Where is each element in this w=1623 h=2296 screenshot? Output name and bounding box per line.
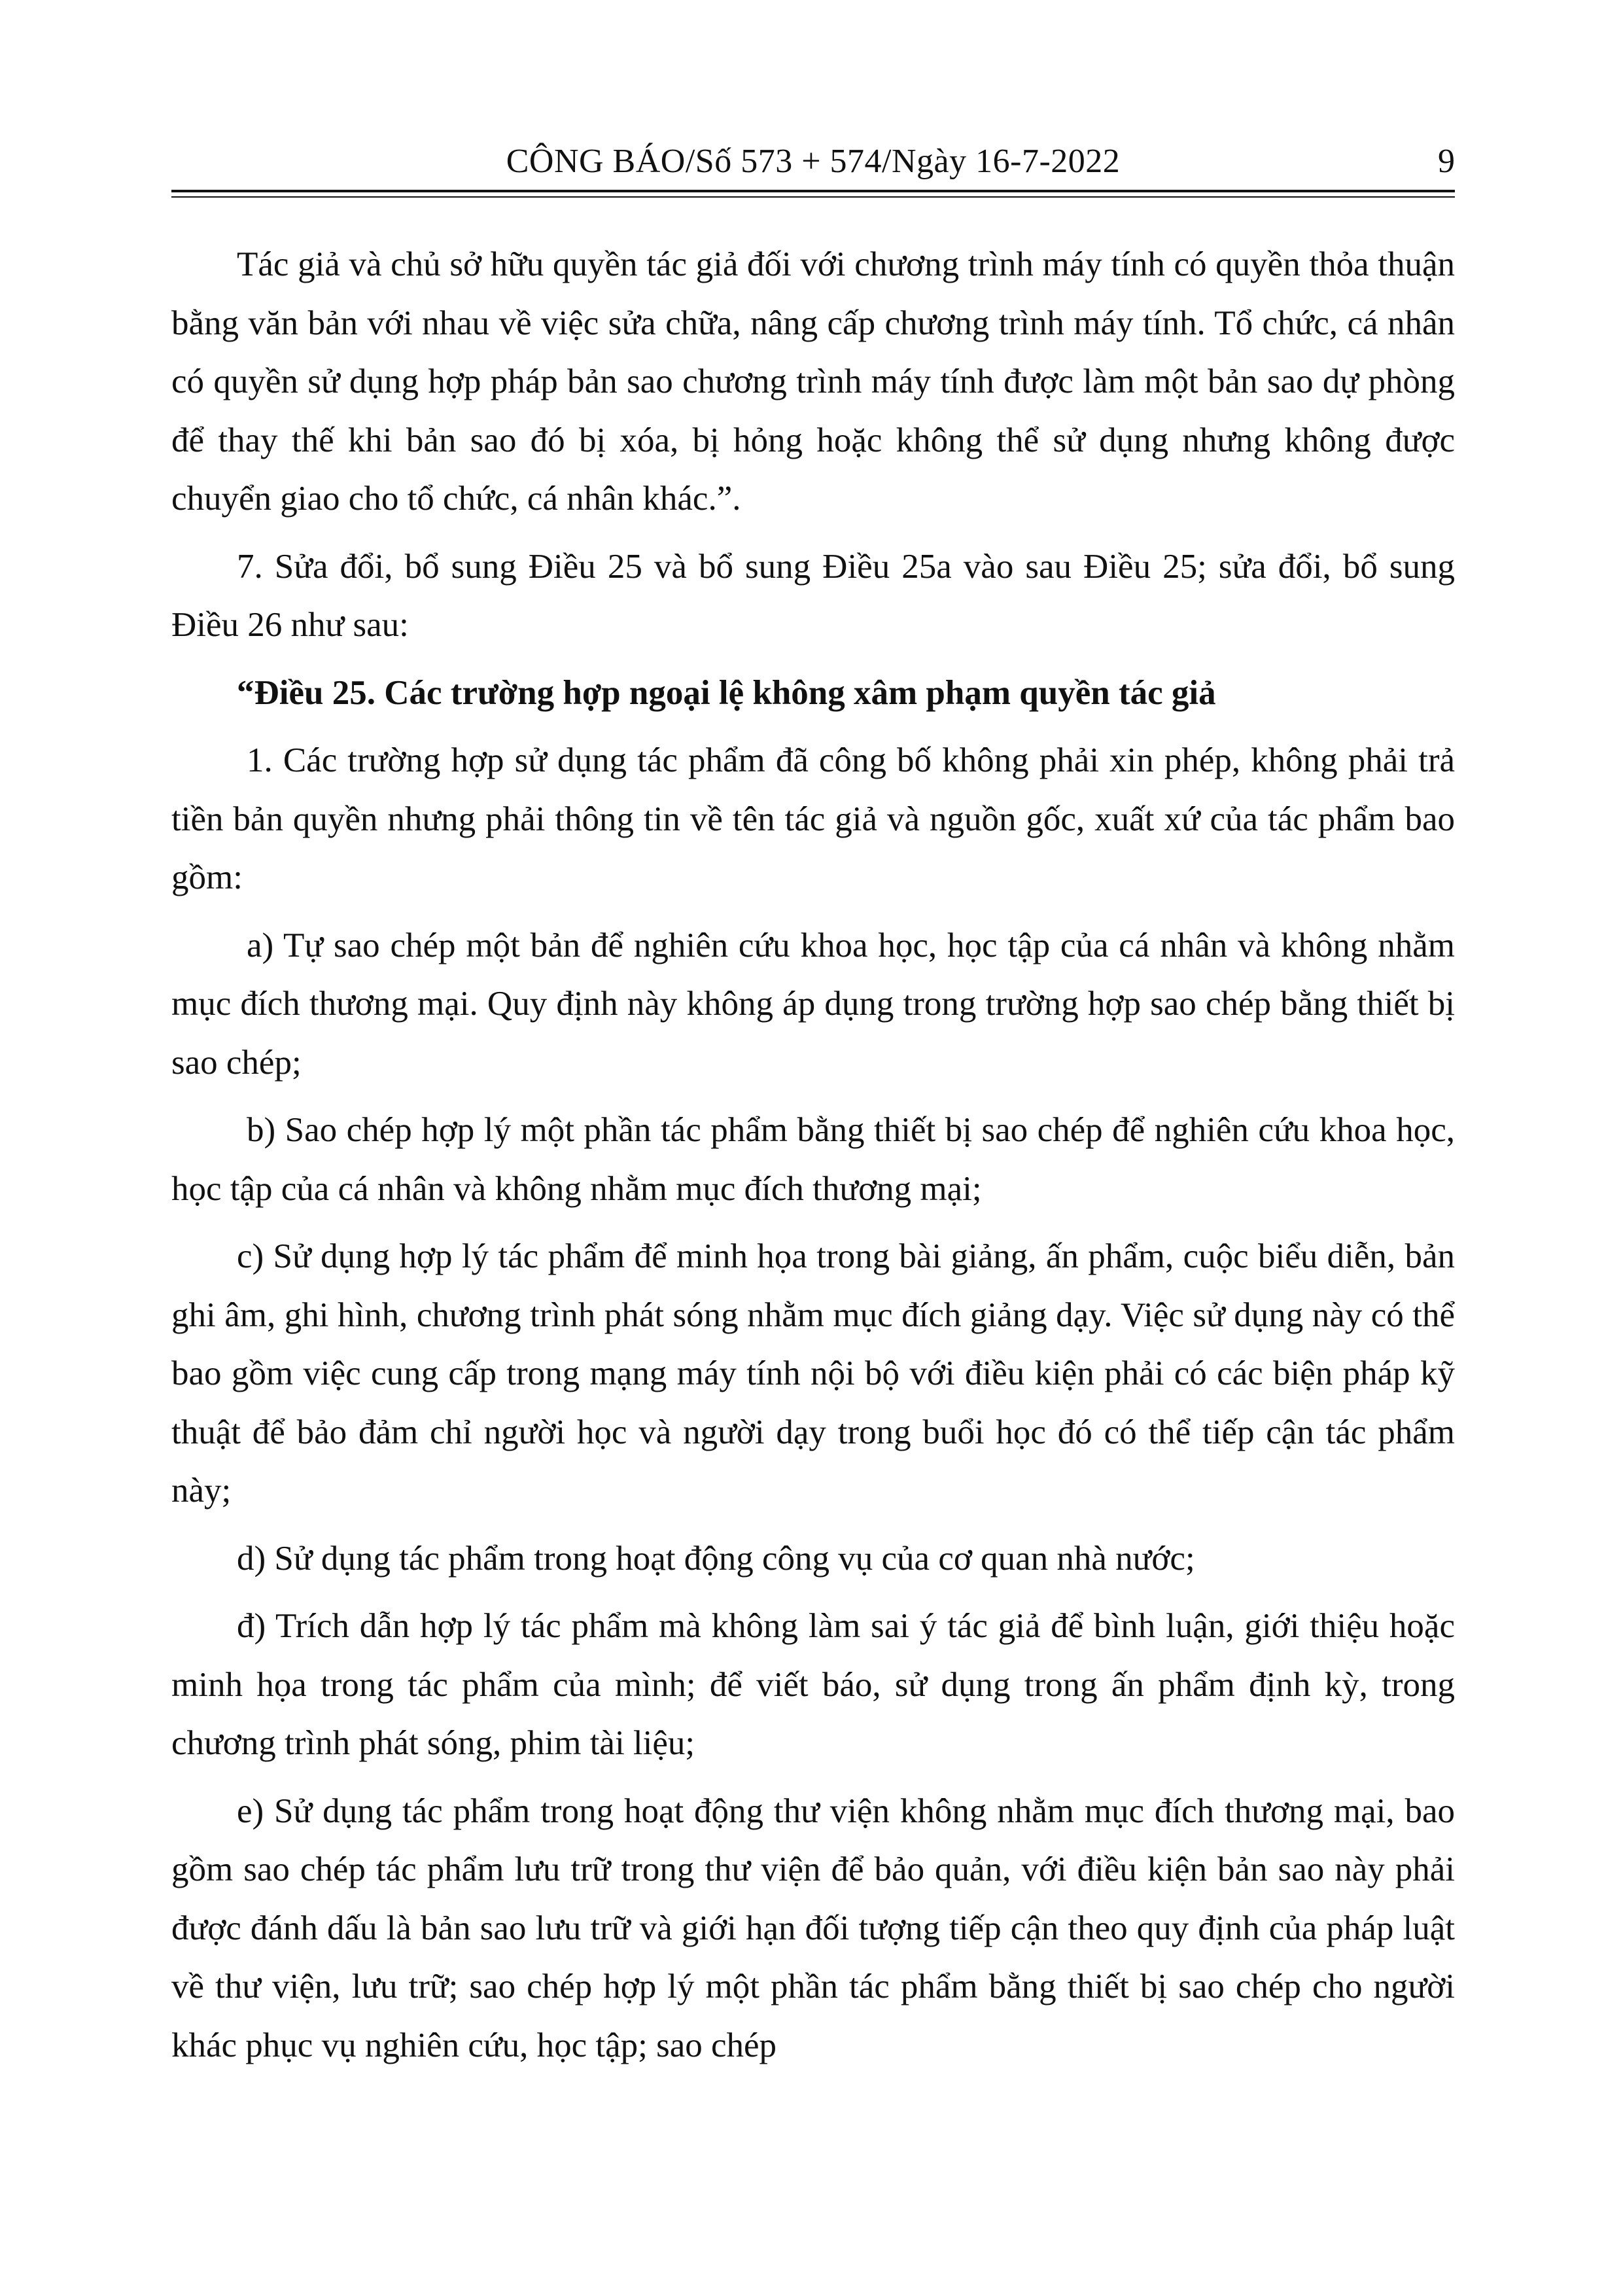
point-dd: đ) Trích dẫn hợp lý tác phẩm mà không làm sai ý tác giả để bình luận, giới thiệu hoặc minh họa trong tác phẩm của mình; để viết báo, sử dụng trong ấn phẩm định kỳ, trong chương trình phát sóng, phim tài liệu; <box>171 1607 1455 1762</box>
clause-1: 1. Các trường hợp sử dụng tác phẩm đã công bố không phải xin phép, không phải trả tiền bản quyền nhưng phải thông tin về tên tác giả và nguồn gốc, xuất xứ của tác phẩm bao gồm: <box>171 741 1455 896</box>
paragraph-copyright-software: Tác giả và chủ sở hữu quyền tác giả đối với chương trình máy tính có quyền thỏa thuận bằng văn bản với nhau về việc sửa chữa, nâng cấp chương trình máy tính. Tổ chức, cá nhân có quyền sử dụng hợp pháp bản sao chương trình máy tính được làm một bản sao dự phòng để thay thế khi bản sao đó bị xóa, bị hỏng hoặc không thể sử dụng nhưng không được chuyển giao cho tổ chức, cá nhân khác.”. <box>171 245 1455 518</box>
page-number: 9 <box>1438 143 1455 180</box>
header-title: CÔNG BÁO/Số 573 + 574/Ngày 16-7-2022 <box>506 143 1121 180</box>
document-body <box>171 236 1455 2075</box>
point-a: a) Tự sao chép một bản để nghiên cứu khoa học, học tập của cá nhân và không nhằm mục đích thương mại. Quy định này không áp dụng trong trường hợp sao chép bằng thiết bị sao chép; <box>171 926 1455 1082</box>
point-c: c) Sử dụng hợp lý tác phẩm để minh họa trong bài giảng, ấn phẩm, cuộc biểu diễn, bản ghi âm, ghi hình, chương trình phát sóng nhằm mục đích giảng dạy. Việc sử dụng này có thể bao gồm việc cung cấp trong mạng máy tính nội bộ với điều kiện phải có các biện pháp kỹ thuật để bảo đảm chỉ người học và người dạy trong buổi học đó có thể tiếp cận tác phẩm này; <box>171 1237 1455 1510</box>
point-d: d) Sử dụng tác phẩm trong hoạt động công vụ của cơ quan nhà nước; <box>237 1539 1195 1578</box>
page-header <box>171 139 1455 185</box>
article-25-heading: “Điều 25. Các trường hợp ngoại lệ không xâm phạm quyền tác giả <box>237 673 1216 712</box>
header-rule-thin <box>171 196 1455 198</box>
paragraph-amendment-7: 7. Sửa đổi, bổ sung Điều 25 và bổ sung Điều 25a vào sau Điều 25; sửa đổi, bổ sung Điều 26 như sau: <box>171 547 1455 644</box>
point-b: b) Sao chép hợp lý một phần tác phẩm bằng thiết bị sao chép để nghiên cứu khoa học, học tập của cá nhân và không nhằm mục đích thương mại; <box>171 1111 1455 1208</box>
point-e: e) Sử dụng tác phẩm trong hoạt động thư viện không nhằm mục đích thương mại, bao gồm sao chép tác phẩm lưu trữ trong thư viện để bảo quản, với điều kiện bản sao này phải được đánh dấu là bản sao lưu trữ và giới hạn đối tượng tiếp cận theo quy định của pháp luật về thư viện, lưu trữ; sao chép hợp lý một phần tác phẩm bằng thiết bị sao chép cho người khác phục vụ nghiên cứu, học tập; sao chép <box>171 1792 1455 2064</box>
header-rule-thick <box>171 190 1455 192</box>
